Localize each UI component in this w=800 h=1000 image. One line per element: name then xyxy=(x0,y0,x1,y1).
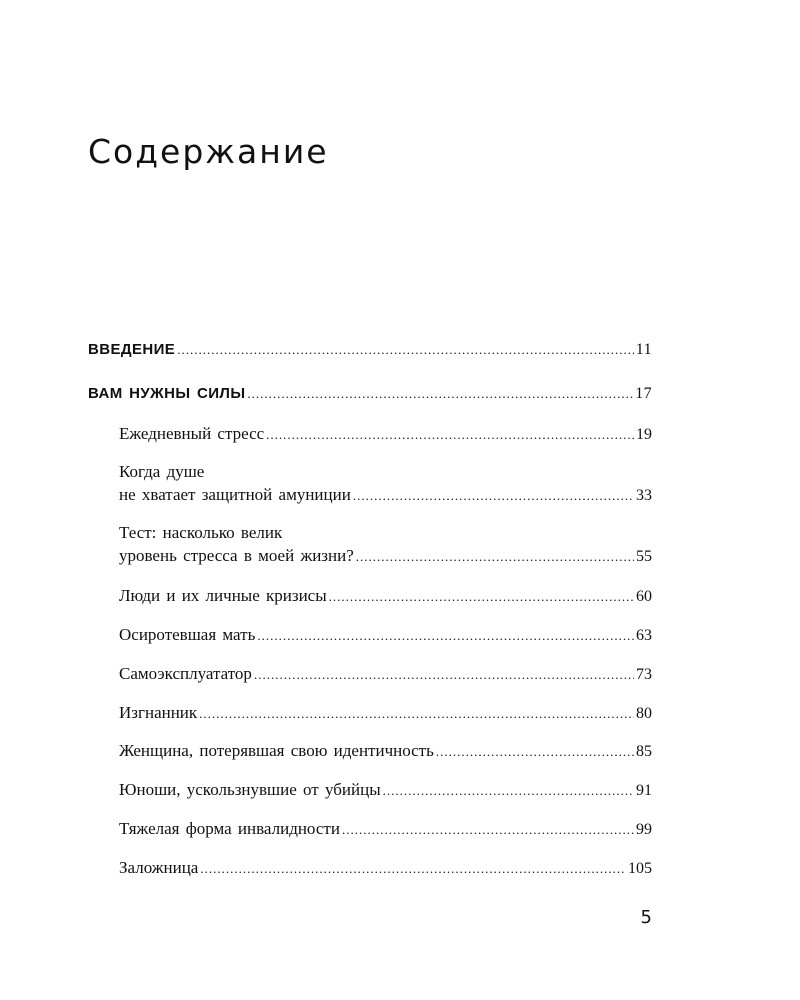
toc-entry-severe-disability[interactable] xyxy=(119,819,652,840)
toc-entry-label: Женщина, потерявшая свою идентичность xyxy=(119,741,434,760)
toc-entry-first-line: Когда душе xyxy=(119,462,205,481)
page-title: Содержание xyxy=(88,132,329,171)
dot-leader xyxy=(199,704,634,724)
toc-entry-page-number: 60 xyxy=(636,588,652,605)
toc-entry-page-number: 55 xyxy=(636,548,652,565)
dot-leader xyxy=(356,547,634,567)
toc-entry-first-line: Тест: насколько велик xyxy=(119,523,283,542)
toc-entry-label: Ежедневный стресс xyxy=(119,424,265,443)
toc-entry-label: не хватает защитной амуниции xyxy=(119,485,351,504)
toc-entry-self-exploiter[interactable] xyxy=(119,664,652,685)
toc-entry-page-number: 91 xyxy=(636,782,652,799)
toc-entry-label: Тяжелая форма инвалидности xyxy=(119,819,340,838)
dot-leader xyxy=(383,781,634,801)
dot-leader xyxy=(254,665,634,685)
toc-entry-page-number: 85 xyxy=(636,743,652,760)
dot-leader xyxy=(247,384,633,404)
toc-entry-label: Юноши, ускользнувшие от убийцы xyxy=(119,780,381,799)
toc-entry-page-number: 33 xyxy=(636,487,652,504)
dot-leader xyxy=(436,742,634,762)
toc-entry-label: Осиротевшая мать xyxy=(119,625,256,644)
toc-entry-label: Самоэксплуататор xyxy=(119,664,252,683)
toc-entry-label: Люди и их личные кризисы xyxy=(119,586,327,605)
toc-entry-label: Изгнанник xyxy=(119,703,198,722)
toc-entry-escaped-killer[interactable] xyxy=(119,780,652,801)
dot-leader xyxy=(342,820,634,840)
toc-entry-you-need-strength[interactable] xyxy=(88,384,652,404)
toc-entry-page-number: 105 xyxy=(628,860,652,877)
toc-entry-page-number: 17 xyxy=(635,385,652,402)
dot-leader xyxy=(353,486,634,506)
toc-entry-label: Заложница xyxy=(119,858,199,877)
dot-leader xyxy=(266,425,634,445)
page-number: 5 xyxy=(640,907,652,928)
toc-entry-lost-identity[interactable] xyxy=(119,741,652,762)
toc-entry-page-number: 73 xyxy=(636,666,652,683)
toc-entry-page-number: 63 xyxy=(636,627,652,644)
toc-entry-daily-stress[interactable] xyxy=(119,424,652,445)
toc-entry-stress-test[interactable] xyxy=(119,546,652,567)
toc-entry-page-number: 19 xyxy=(636,426,652,443)
toc-entry-label: ВВЕДЕНИЕ xyxy=(88,341,176,358)
toc-entry-page-number: 99 xyxy=(636,821,652,838)
toc-entry-soul-armor[interactable] xyxy=(119,485,652,506)
toc-entry-label: ВАМ НУЖНЫ СИЛЫ xyxy=(88,385,246,402)
toc-entry-introduction[interactable] xyxy=(88,340,652,360)
dot-leader xyxy=(329,587,634,607)
toc-entry-personal-crises[interactable] xyxy=(119,586,652,607)
toc-entry-page-number: 80 xyxy=(636,705,652,722)
toc-entry-exile[interactable] xyxy=(119,703,652,724)
dot-leader xyxy=(200,859,626,879)
toc-entry-page-number: 11 xyxy=(635,341,652,358)
dot-leader xyxy=(257,626,634,646)
toc-entry-hostage[interactable] xyxy=(119,858,652,879)
toc-entry-label: уровень стресса в моей жизни? xyxy=(119,546,354,565)
toc-entry-orphaned-mother[interactable] xyxy=(119,625,652,646)
dot-leader xyxy=(177,340,634,360)
